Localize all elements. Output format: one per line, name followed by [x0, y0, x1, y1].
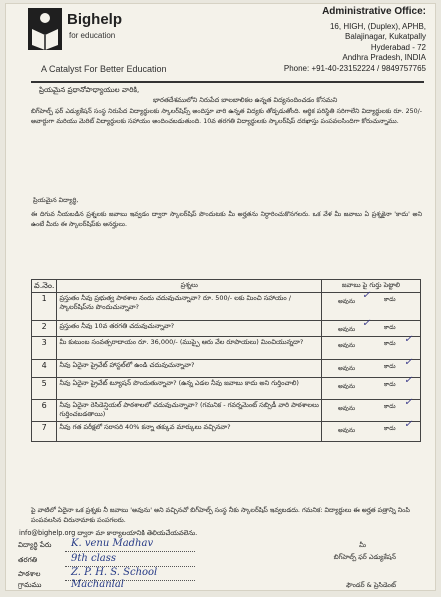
answer-yes[interactable]: అవును — [338, 427, 356, 434]
office-line: 16, HIGH, (Duplex), APHB, — [329, 21, 426, 31]
check-mark-icon: ✓ — [362, 318, 371, 329]
check-mark-icon: ✓ — [404, 357, 413, 368]
answer-no[interactable]: కాదు — [384, 296, 396, 303]
student-name-label: విద్యార్థి పేరు — [18, 541, 52, 549]
question-row — [32, 378, 421, 400]
answer-yes[interactable]: అవును — [338, 298, 356, 305]
answer-options — [324, 290, 418, 319]
answer-no[interactable]: కాదు — [384, 324, 396, 331]
class-label: తరగతి — [18, 556, 38, 564]
office-line: Andhra Pradesh, INDIA — [342, 53, 426, 62]
answer-cell[interactable] — [322, 290, 421, 321]
answer-options — [324, 397, 418, 420]
letter-page — [5, 3, 436, 591]
sign-org: బిగ్‌హెల్ప్ ఫర్ ఎడ్యుకేషన్ — [333, 553, 396, 561]
question-text: ప్రస్తుతం నీవు 10వ తరగతి చదువుచున్నావా? — [57, 321, 322, 337]
check-mark-icon: ✓ — [404, 334, 413, 345]
brand-name: Bighelp — [67, 11, 122, 28]
question-number: 4 — [32, 360, 57, 378]
question-text: నీవు ఏదైనా ప్రైవేట్ హాస్టల్‌లో ఉండి చదువుచున్నావా? — [57, 360, 322, 378]
instructions-paragraph: ఈ దిగువ నీయబడిన ప్రశ్నలకు జవాబు ఇవ్వడం ద్వారా స్కాలర్‌షిప్ పొందుటకు మీ అర్హతను నిర్ధారించుకొనగలరు. ఒక వేళ మీ జవాబు ఏ ప్రశ్నకైనా 'కాదు' అని ఉంటే మీరు ఈ స్కాలర్‌షిప్‌కు అనర్హులు. — [31, 211, 422, 229]
student-salutation: ప్రియమైన విద్యార్థి, — [33, 197, 79, 204]
book-logo-icon — [27, 7, 63, 51]
col-answer-header: జవాబు పై గుర్తు పెట్టాలి — [322, 280, 421, 293]
answer-options — [324, 419, 418, 440]
answer-cell[interactable] — [322, 419, 421, 442]
col-question-header: ప్రశ్నలు — [57, 280, 322, 293]
question-text: నీవు ఏదైనా ప్రైవేట్ ట్యూషన్ పొందుతున్నావా? (ఉన్న ఎడల నీవు జవాబు కాదు అని గుర్తించాలి) — [57, 378, 322, 400]
answer-no[interactable]: కాదు — [384, 403, 396, 410]
office-heading: Administrative Office: — [322, 6, 426, 17]
question-number: 1 — [32, 293, 57, 321]
question-number: 2 — [32, 321, 57, 337]
brand-subtitle: for education — [69, 31, 116, 40]
student-name-value: K. venu Madhav — [71, 538, 154, 549]
question-row — [32, 293, 421, 321]
question-text: ప్రస్తుతం నీవు ప్రభుత్వ పాఠశాల నందు చదువుచున్నావా? రూ. 500/- లకు మించి సహాయం / స్కాలర్‌షిప్‌ను పొందుచున్నావా? — [57, 293, 322, 321]
tagline: A Catalyst For Better Education — [41, 64, 167, 74]
answer-yes[interactable]: అవును — [338, 326, 356, 333]
question-number: 5 — [32, 378, 57, 400]
question-text: నీవు ఏదైనా రెసిడెన్షియల్ పాఠశాలలో చదువుచున్నావా? (గమనిక - గవర్నమెంట్ సబ్సిడీ వారి పాఠశాలలు గుర్తించబడతాయి) — [57, 400, 322, 422]
header-divider — [31, 81, 424, 83]
answer-options — [324, 334, 418, 358]
check-mark-icon: ✓ — [362, 290, 371, 301]
answer-yes[interactable]: అవును — [338, 342, 356, 349]
class-value: 9th class — [71, 553, 117, 564]
subject-line: భారతదేశములోని నిరుపేద బాలబాలికల ఉన్నత విద్యనందించడం కోసమని — [153, 96, 338, 104]
school-value: Z. P. H. S. School — [71, 567, 158, 578]
footer-note: పై వాటిలో ఏదైనా ఒక ప్రశ్నకు నీ జవాబు 'అవును' అని వచ్చినచో బిగ్‌హెల్ప్ సంస్థ నీకు స్కాలర్‌షిప్ ఇవ్వబడదు. గమనిక: విద్యార్థులు ఈ అర్హత పత్రాన్ని నింపి పంపవలసిన చిరునామాకు పంపగలరు. — [31, 506, 410, 524]
check-mark-icon: ✓ — [404, 419, 413, 430]
office-line: Balajinagar, Kukatpally — [345, 32, 426, 41]
answer-options — [324, 375, 418, 398]
student-name-line — [65, 551, 195, 552]
question-number: 6 — [32, 400, 57, 422]
office-line: Hyderabad - 72 — [370, 42, 426, 52]
question-number: 3 — [32, 337, 57, 360]
office-address — [251, 7, 426, 74]
question-text: నీవు గత పరీక్షలో సరాసరి 40% కన్నా తక్కువ మార్కులు వచ్చినవా? — [57, 422, 322, 442]
question-row — [32, 400, 421, 422]
village-label: గ్రామము — [18, 581, 42, 589]
question-text: మీ కుటుంబ సంవత్సరాదాయం రూ. 36,000/- (ముప్పై ఆరు వేల రూపాయలు) మించియున్నదా? — [57, 337, 322, 360]
intro-paragraph: బిగ్‌హెల్ప్ ఫర్ ఎడ్యుకేషన్ సంస్థ నిరుపేద విద్యార్థులకు స్కాలర్‌షిప్స్ అందిస్తూ వారి ఉన్నత విద్యకు తోడ్పడుతోంది. ఆర్థిక పరిస్థితి సరిగాలేని విద్యార్థులకు రూ. 250/- అవార్డుగా మరియు మెరిట్ విద్యార్థులకు సహాయం అందించబడుతుంది. 10వ తరగతి విద్యార్థులకు స్కాలర్‌షిప్ దరఖాస్తు పంపవలసిందిగా కోరుచున్నాము. — [31, 108, 422, 126]
answer-yes[interactable]: అవును — [338, 405, 356, 412]
check-mark-icon: ✓ — [404, 375, 413, 386]
village-value: Machanlal — [71, 579, 125, 590]
greeting: ప్రియమైన ప్రధానోపాధ్యాయుల వారికి, — [39, 86, 140, 94]
question-row — [32, 321, 421, 337]
check-mark-icon: ✓ — [404, 397, 413, 408]
sign-for: మీ — [359, 541, 366, 549]
question-number: 7 — [32, 422, 57, 442]
col-no-header: వ.నెం. — [32, 280, 57, 293]
answer-no[interactable]: కాదు — [384, 381, 396, 388]
answer-yes[interactable]: అవును — [338, 365, 356, 372]
school-label: పాఠశాల — [18, 570, 41, 578]
eligibility-table — [31, 279, 421, 442]
email-line: info@bighelp.org ద్వారా మా కార్యాలయానికి తెలియచేయవలెను. — [19, 529, 198, 537]
question-row — [32, 337, 421, 360]
answer-yes[interactable]: అవును — [338, 383, 356, 390]
answer-no[interactable]: కాదు — [384, 425, 396, 432]
office-phone: Phone: +91-40-23152224 / 9849757765 — [283, 63, 426, 73]
question-row — [32, 360, 421, 378]
answer-no[interactable]: కాదు — [384, 363, 396, 370]
answer-options — [324, 357, 418, 376]
question-row — [32, 422, 421, 442]
answer-no[interactable]: కాదు — [384, 340, 396, 347]
sign-title: ఫౌండర్ & ప్రెసిడెంట్ — [346, 581, 396, 589]
